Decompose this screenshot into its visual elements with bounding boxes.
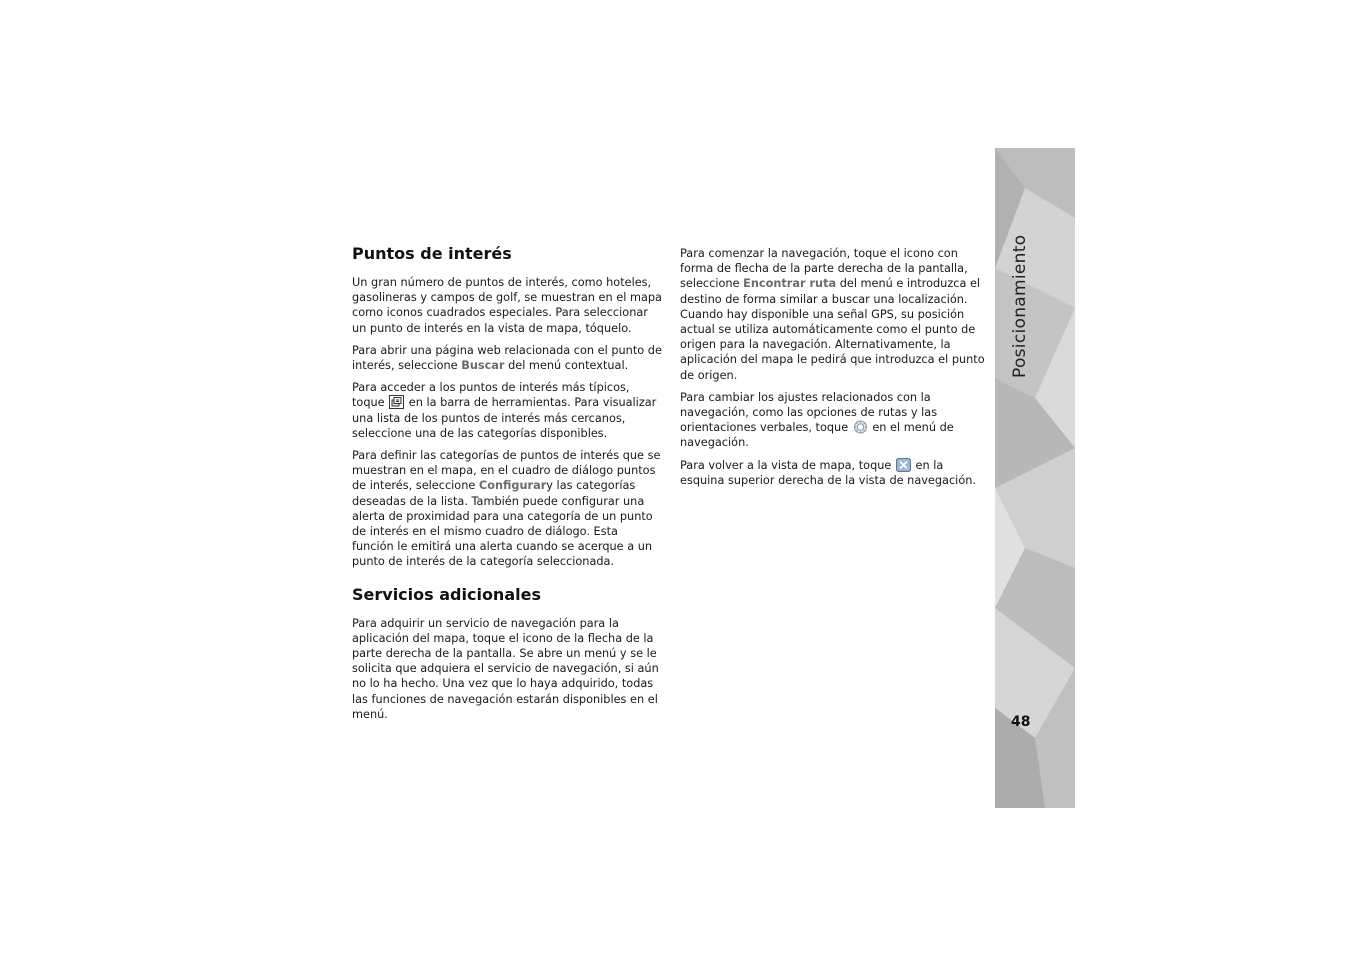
paragraph: Para volver a la vista de mapa, toque en la esquina superior derecha de la vista de navegación. bbox=[680, 458, 976, 487]
keyword-buscar: Buscar bbox=[461, 359, 505, 373]
paragraph: Para acceder a los puntos de interés más típicos, toque en la barra de herramientas. Para visualizar una lista de los puntos de interés más cercanos, seleccione una de las categorías disponibles. bbox=[352, 381, 657, 440]
paragraph: Para comenzar la navegación, toque el icono con forma de flecha de la parte derecha de la pantalla, seleccione Encontrar ruta del menú e introduzca el destino de forma similar a buscar una localización. Cuando hay disponible una señal GPS, su posición actual se utiliza automáticamente como el punto de origen para la navegación. Alternativamente, la aplicación del mapa le pedirá que introduzca el punto de origen. bbox=[680, 247, 985, 382]
faceted-background bbox=[995, 148, 1075, 808]
paragraph: Para cambiar los ajustes relacionados con la navegación, como las opciones de rutas y las orientaciones verbales, toque en el menú de navegación. bbox=[680, 390, 954, 450]
settings-gear-icon bbox=[853, 420, 868, 434]
keyword-encontrar-ruta: Encontrar ruta bbox=[743, 277, 837, 291]
paragraph: Para abrir una página web relacionada con el punto de interés, seleccione Buscar del menú contextual. bbox=[352, 343, 662, 373]
page-number: 48 bbox=[1011, 714, 1031, 730]
keyword-configurar: Configurar bbox=[478, 479, 547, 493]
paragraph: Para definir las categorías de puntos de interés que se muestran en el mapa, en el cuadro de diálogo puntos de interés, seleccione Configurary las categorías deseadas de la lista. También puede configurar una alerta de proximidad para una categoría de un punto de interés en el mismo cuadro de diálogo. Esta función le emitirá una alerta cuando se acerque a un punto de interés de la categoría seleccionada. bbox=[352, 449, 661, 569]
chapter-title: Posicionamiento bbox=[1010, 234, 1030, 378]
right-column bbox=[680, 246, 985, 495]
close-navigation-icon bbox=[896, 458, 911, 472]
chapter-sidebar bbox=[995, 148, 1075, 808]
left-column bbox=[352, 243, 662, 729]
poi-toolbar-icon bbox=[389, 395, 404, 409]
paragraph: Para adquirir un servicio de navegación para la aplicación del mapa, toque el icono de la flecha de la parte derecha de la pantalla. Se abre un menú y se le solicita que adquiera el servicio de navegación, si aún no lo ha hecho. Una vez que lo haya adquirido, todas las funciones de navegación estarán disponibles en el menú. bbox=[352, 616, 659, 721]
paragraph: Un gran número de puntos de interés, como hoteles, gasolineras y campos de golf, se muestran en el mapa como iconos cuadrados especiales. Para seleccionar un punto de interés en la vista de mapa, tóquelo. bbox=[352, 276, 662, 335]
heading-puntos-de-interes: Puntos de interés bbox=[352, 244, 512, 263]
heading-servicios-adicionales: Servicios adicionales bbox=[352, 584, 541, 604]
